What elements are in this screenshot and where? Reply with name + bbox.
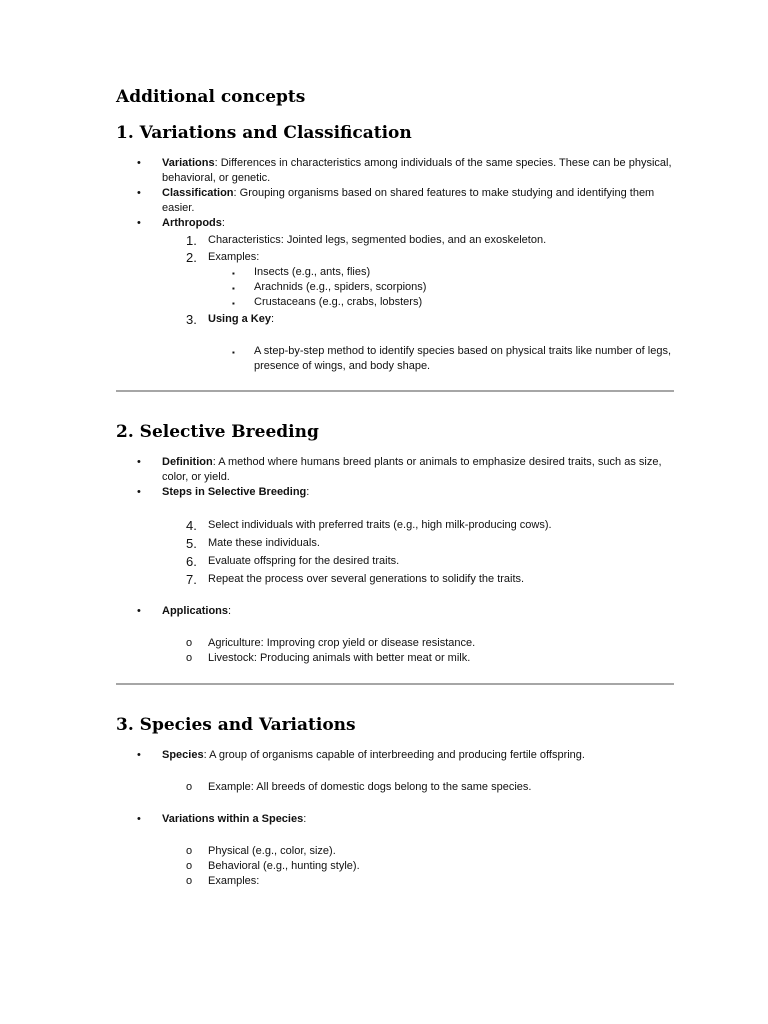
number-marker: 3. <box>186 312 197 327</box>
term-text: : <box>270 313 275 325</box>
term-label: Species <box>162 749 204 761</box>
numbered-item-3 <box>116 312 674 327</box>
numbered-item-1 <box>116 233 674 248</box>
number-marker: 5. <box>186 536 197 551</box>
list-item-variations <box>116 156 674 186</box>
term-label: Variations within a Species <box>162 813 304 825</box>
numbered-text: Examples: <box>208 251 260 263</box>
term-text: : <box>306 486 310 498</box>
term-label: Variations <box>162 157 215 169</box>
bullet-marker: • <box>137 217 141 229</box>
step-text: Mate these individuals. <box>208 537 320 549</box>
application-text: Livestock: Producing animals with better meat or milk. <box>208 652 471 664</box>
variation-text: Physical (e.g., color, size). <box>208 845 336 857</box>
term-text: : <box>303 813 307 825</box>
document-body <box>116 84 674 889</box>
variation-item-3 <box>116 874 674 889</box>
square-marker: ▪ <box>232 269 235 278</box>
circle-marker: o <box>186 637 193 649</box>
variation-item-1 <box>116 844 674 859</box>
term-text: : Grouping organisms based on shared features to make studying and identifying them easier. <box>162 187 655 214</box>
application-item-1 <box>116 636 674 651</box>
list-item-steps <box>116 485 674 500</box>
number-marker: 1. <box>186 233 197 248</box>
step-item-6 <box>116 554 674 569</box>
list-item-definition <box>116 455 674 485</box>
step-item-7 <box>116 572 674 587</box>
example-text: Insects (e.g., ants, flies) <box>254 266 371 278</box>
term-text: : A method where humans breed plants or animals to emphasize desired traits, such as size, color, or yield. <box>162 456 662 483</box>
species-example-text: Example: All breeds of domestic dogs belong to the same species. <box>208 781 532 793</box>
circle-marker: o <box>186 875 193 887</box>
step-text: Evaluate offspring for the desired traits. <box>208 555 400 567</box>
bullet-marker: • <box>137 157 141 169</box>
circle-marker: o <box>186 652 193 664</box>
step-text: Repeat the process over several generations to solidify the traits. <box>208 573 525 585</box>
application-item-2 <box>116 651 674 666</box>
step-item-5 <box>116 536 674 551</box>
variation-text: Behavioral (e.g., hunting style). <box>208 860 360 872</box>
bullet-marker: • <box>137 456 141 468</box>
bullet-marker: • <box>137 813 141 825</box>
bullet-marker: • <box>137 486 141 498</box>
section-1-title: 1. Variations and Classification <box>116 123 412 143</box>
list-item-species <box>116 748 674 763</box>
square-marker: ▪ <box>232 284 235 293</box>
term-text: : A group of organisms capable of interbreeding and producing fertile offspring. <box>203 749 585 761</box>
variation-text: Examples: <box>208 875 260 887</box>
example-item-1 <box>116 265 674 280</box>
application-text: Agriculture: Improving crop yield or disease resistance. <box>208 637 476 649</box>
example-text: Arachnids (e.g., spiders, scorpions) <box>254 281 427 293</box>
numbered-item-2 <box>116 250 674 265</box>
term-text: : <box>228 605 232 617</box>
circle-marker: o <box>186 781 193 793</box>
step-item-4 <box>116 518 674 533</box>
circle-marker: o <box>186 845 193 857</box>
example-text: Crustaceans (e.g., crabs, lobsters) <box>254 296 423 308</box>
term-label: Classification <box>162 187 234 199</box>
numbered-text: Characteristics: Jointed legs, segmented bodies, and an exoskeleton. <box>208 234 547 246</box>
step-text: Select individuals with preferred traits (e.g., high milk-producing cows). <box>208 519 552 531</box>
list-item-classification <box>116 186 674 216</box>
bullet-marker: • <box>137 605 141 617</box>
number-marker: 4. <box>186 518 197 533</box>
list-item-applications <box>116 604 674 619</box>
list-item-arthropods <box>116 216 674 231</box>
bullet-marker: • <box>137 749 141 761</box>
list-item-variations-within <box>116 812 674 827</box>
term-label: Steps in Selective Breeding <box>162 486 307 498</box>
section-3-title: 3. Species and Variations <box>116 715 356 735</box>
number-marker: 7. <box>186 572 197 587</box>
species-example-item <box>116 780 674 795</box>
number-marker: 2. <box>186 250 197 265</box>
term-text: : Differences in characteristics among individuals of the same species. These can be physical, behavioral, or genetic. <box>162 157 672 184</box>
term-label: Applications <box>162 605 229 617</box>
variation-item-2 <box>116 859 674 874</box>
example-item-3 <box>116 295 674 310</box>
circle-marker: o <box>186 860 193 872</box>
page-heading: Additional concepts <box>116 87 306 107</box>
key-description-item <box>116 344 674 374</box>
bullet-marker: • <box>137 187 141 199</box>
term-label: Arthropods <box>162 217 222 229</box>
key-description-text: A step-by-step method to identify species based on physical traits like number of legs, presence of wings, and body shape. <box>254 345 671 372</box>
square-marker: ▪ <box>232 348 235 357</box>
number-marker: 6. <box>186 554 197 569</box>
term-label: Using a Key <box>208 313 271 325</box>
term-text: : <box>221 217 225 229</box>
square-marker: ▪ <box>232 299 235 308</box>
term-label: Definition <box>162 456 213 468</box>
section-2-title: 2. Selective Breeding <box>116 422 319 442</box>
example-item-2 <box>116 280 674 295</box>
